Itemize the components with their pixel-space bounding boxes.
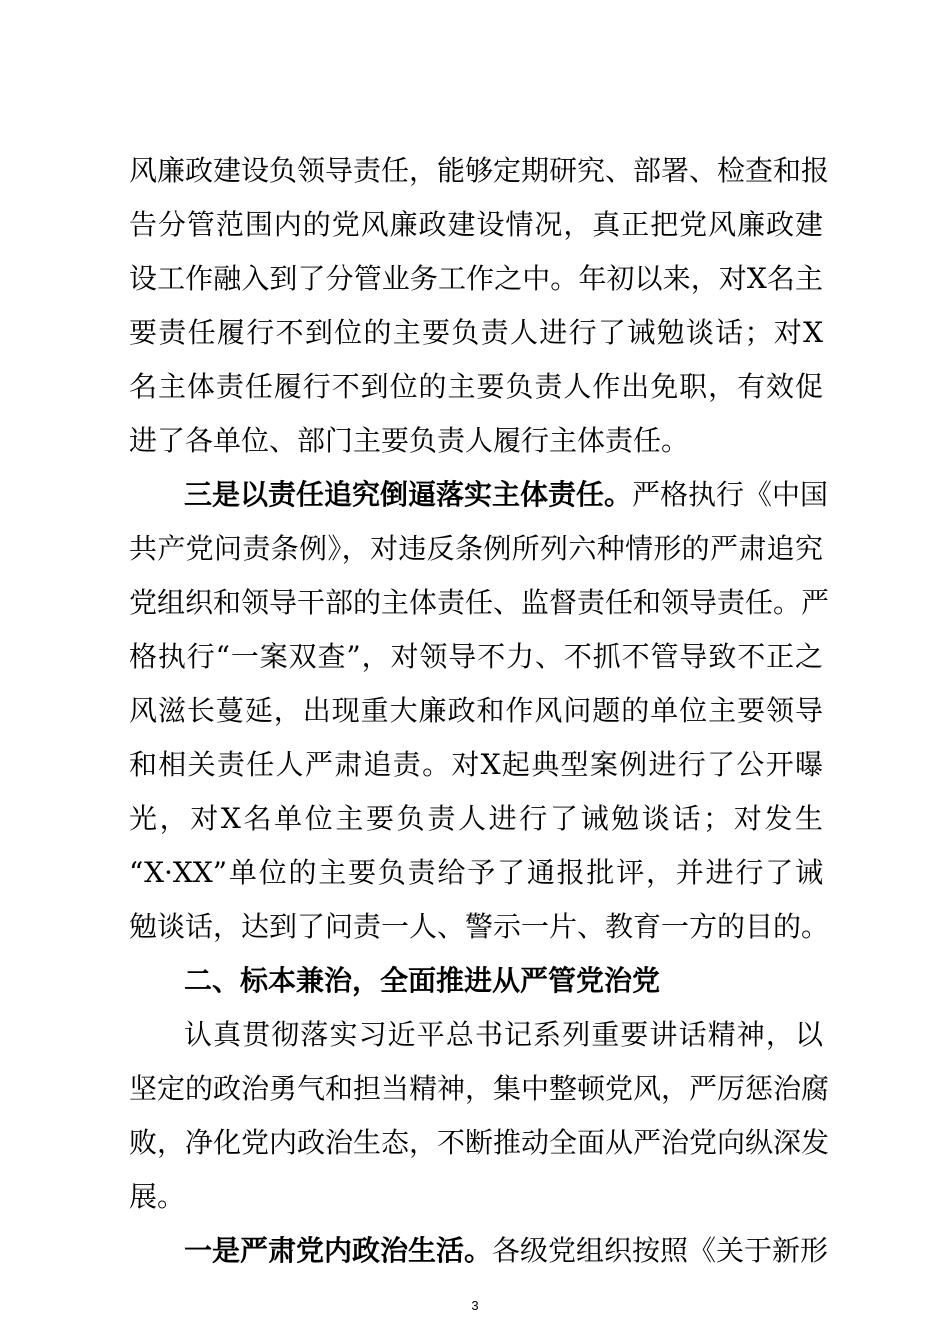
paragraph-line: 告分管范围内的党风廉政建设情况，真正把党风廉政建 (129, 208, 823, 241)
paragraph-line: 风滋长蔓延，出现重大廉政和作风问题的单位主要领导 (129, 694, 823, 727)
paragraph-line: 光，对X名单位主要负责人进行了诫勉谈话；对发生 (129, 802, 823, 835)
paragraph-line: 败，净化党内政治生态，不断推动全面从严治党向纵深发 (129, 1126, 830, 1159)
paragraph-line: 格执行“一案双查”，对领导不力、不抓不管导致不正之 (129, 640, 823, 673)
paragraph-line: 认真贯彻落实习近平总书记系列重要讲话精神，以 (184, 1018, 823, 1051)
paragraph-first-line (184, 475, 829, 515)
page-number: 3 (471, 1298, 479, 1313)
paragraph-line: 风廉政建设负领导责任，能够定期研究、部署、检查和报 (129, 154, 830, 187)
paragraph-line: 和相关责任人严肃追责。对X起典型案例进行了公开曝 (129, 748, 823, 781)
paragraph-line: 进了各单位、部门主要负责人履行主体责任。 (129, 424, 690, 457)
paragraph-line: “X·XX”单位的主要负责给予了通报批评，并进行了诫 (129, 856, 823, 889)
paragraph-text: 各级党组织按照《关于新形 (492, 1234, 829, 1267)
paragraph-line: 共产党问责条例》，对违反条例所列六种情形的严肃追究 (129, 532, 823, 565)
paragraph-text: 严格执行《中国 (632, 478, 829, 511)
paragraph-line: 党组织和领导干部的主体责任、监督责任和领导责任。严 (129, 586, 830, 619)
paragraph-line: 勉谈话，达到了问责一人、警示一片、教育一方的目的。 (129, 910, 830, 943)
paragraph-line: 设工作融入到了分管业务工作之中。年初以来，对X名主 (129, 262, 823, 295)
paragraph-lead-bold: 一是严肃党内政治生活。 (184, 1234, 493, 1267)
paragraph-lead-bold: 三是以责任追究倒逼落实主体责任。 (184, 478, 633, 511)
paragraph-line: 要责任履行不到位的主要负责人进行了诫勉谈话；对X (129, 316, 823, 349)
paragraph-first-line (184, 1231, 829, 1271)
paragraph-line: 名主体责任履行不到位的主要负责人作出免职，有效促 (129, 370, 823, 403)
section-heading: 二、标本兼治，全面推进从严管党治党 (184, 964, 661, 997)
paragraph-line: 展。 (129, 1180, 186, 1213)
paragraph-line: 坚定的政治勇气和担当精神，集中整顿党风，严厉惩治腐 (129, 1072, 830, 1105)
